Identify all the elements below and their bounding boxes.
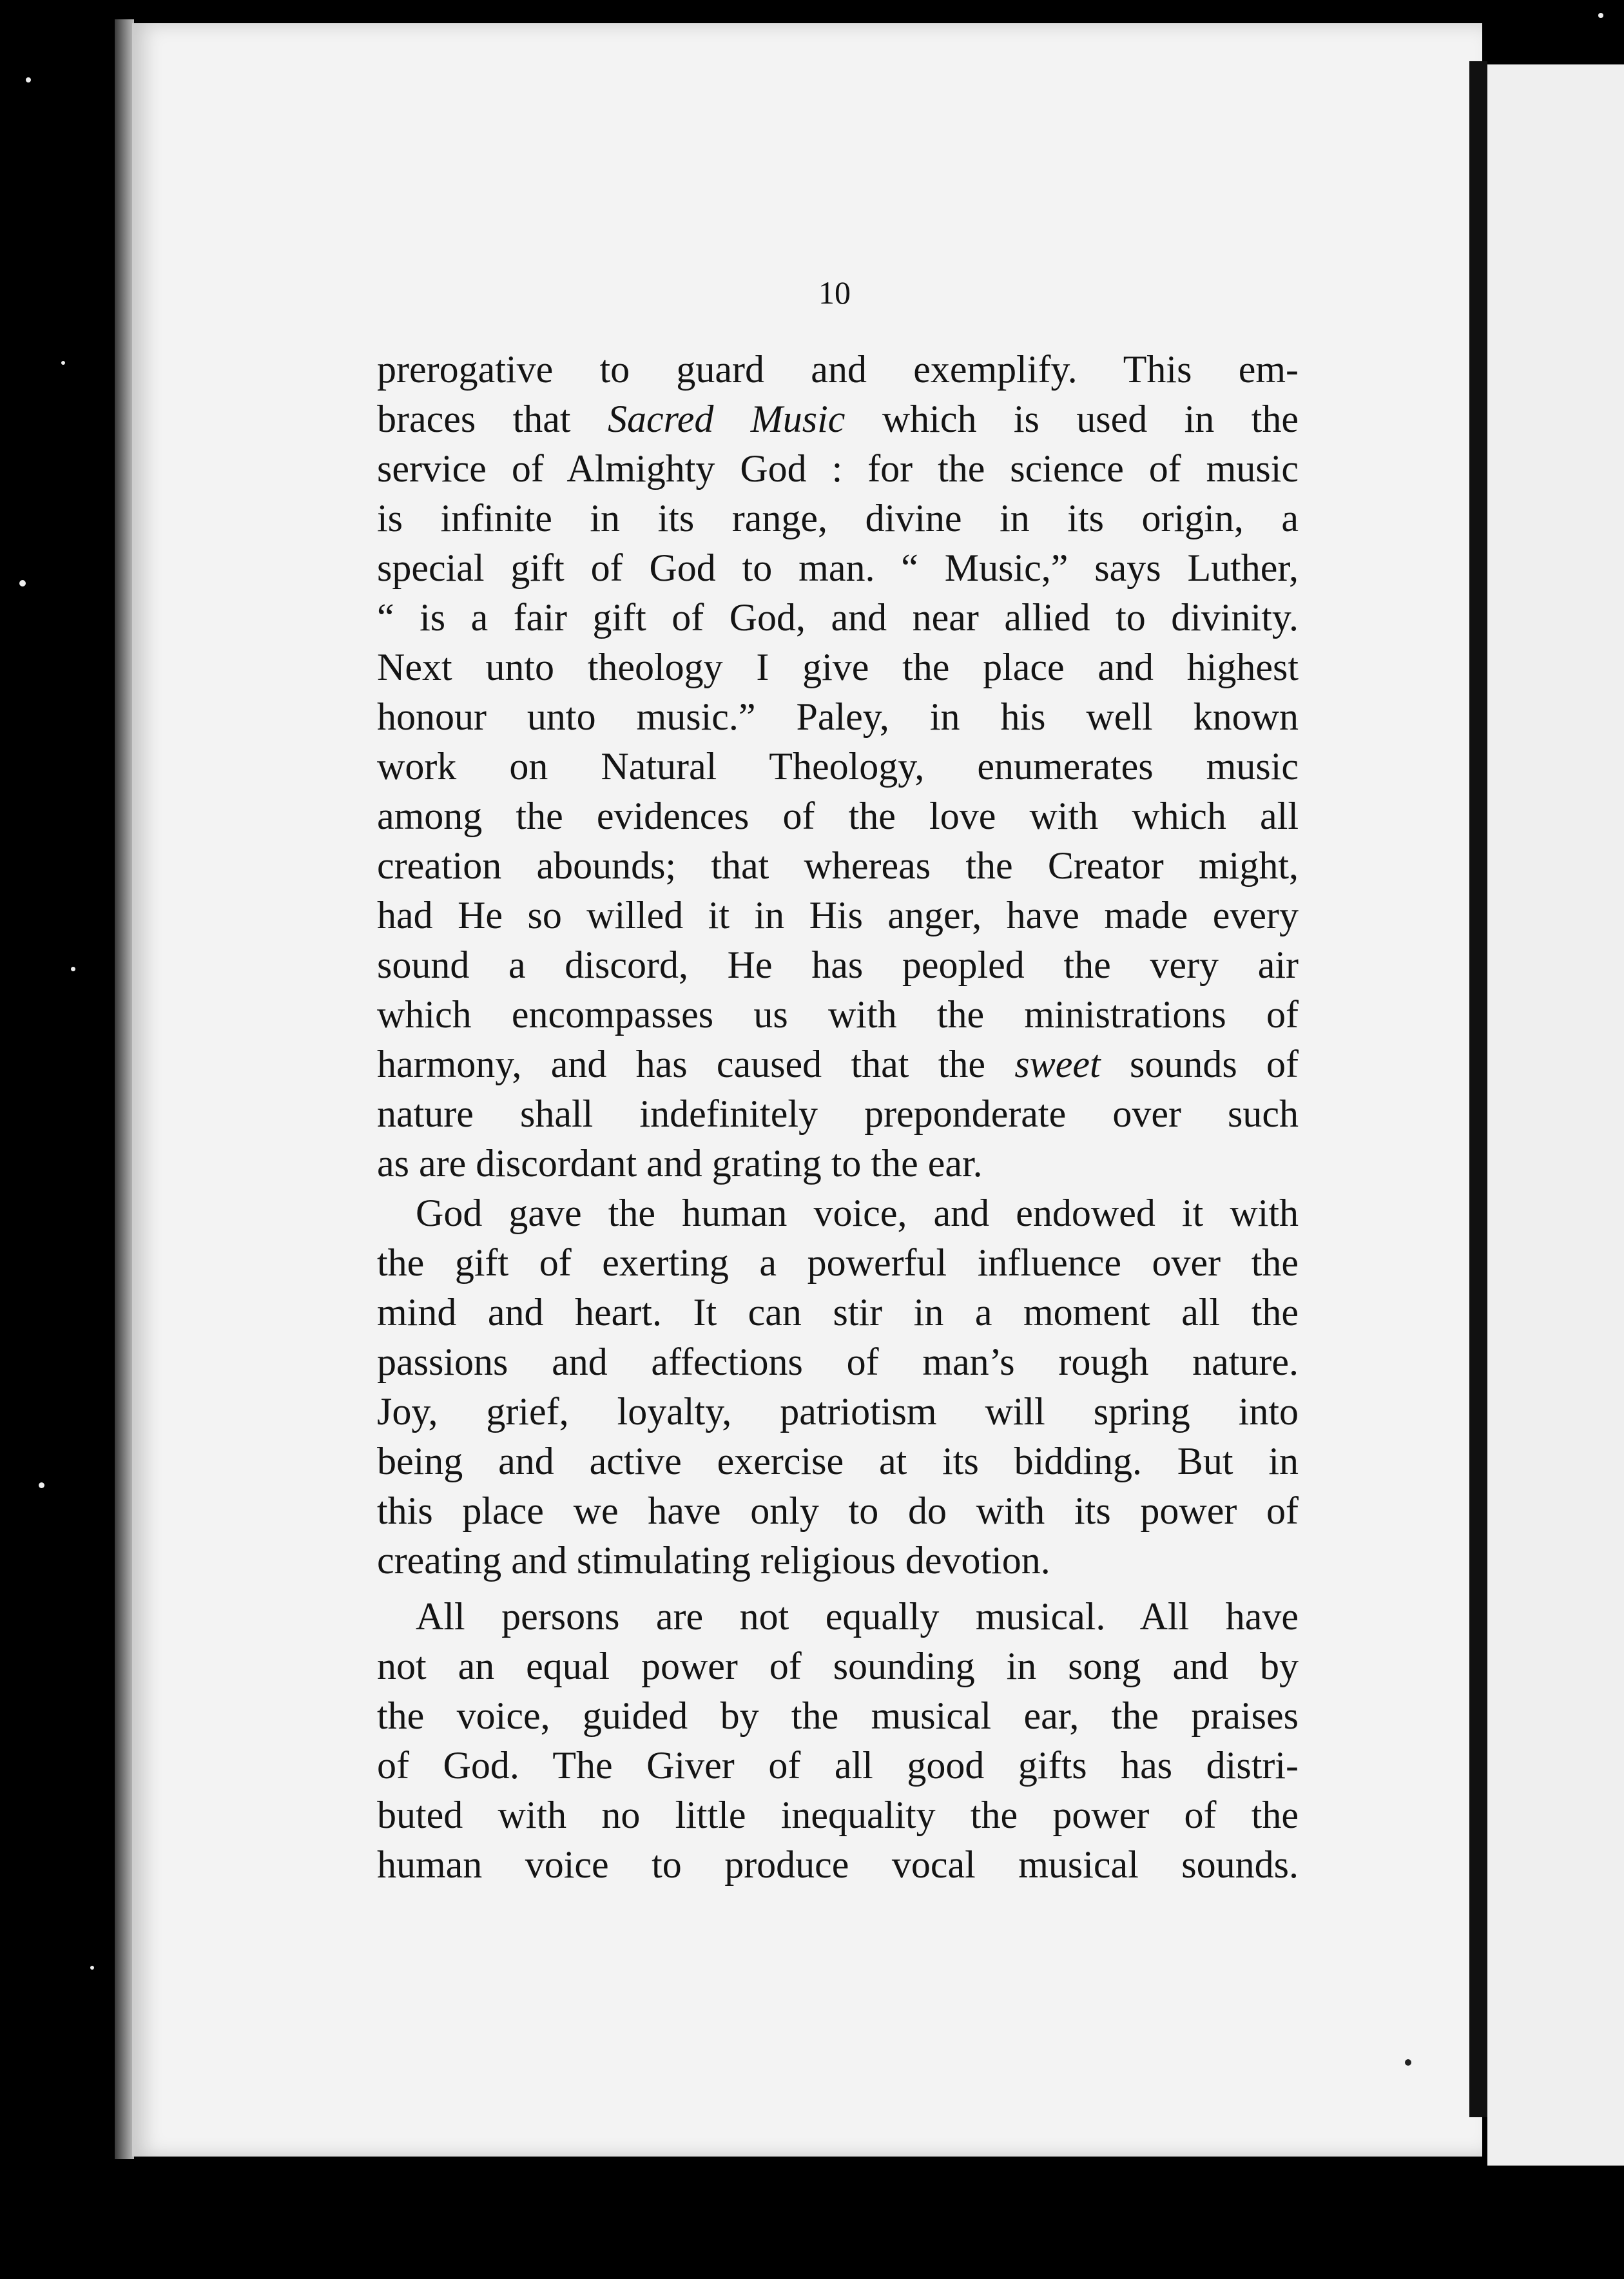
text-line: human voice to produce vocal musical sounds. [377,1843,1299,1886]
text-fragment: which is used in the [845,398,1299,440]
text-line: honour unto music.” Paley, in his well known [377,695,1299,738]
text-line: among the evidences of the love with which all [377,795,1299,837]
text-line: service of Almighty God : for the science of music [377,447,1299,490]
text-fragment: harmony, and has caused that the [377,1043,1015,1085]
italic-phrase: Sacred Music [608,398,846,440]
text-line: which encompasses us with the ministrations of [377,993,1299,1036]
scan-speck [19,580,26,587]
text-line: passions and affections of man’s rough nature. [377,1341,1299,1383]
text-line [377,394,1299,444]
text-line: the gift of exerting a powerful influence over the [377,1241,1299,1284]
text-line: this place we have only to do with its power of [377,1489,1299,1532]
scan-speck [1598,13,1603,18]
facing-page [1487,64,1624,2166]
text-line: the voice, guided by the musical ear, the praises [377,1694,1299,1737]
text-line: special gift of God to man. “ Music,” says Luther, [377,547,1299,589]
scan-speck [61,361,65,365]
text-line: God gave the human voice, and endowed it with [416,1192,1299,1234]
paragraph-3 [377,1592,1299,1890]
paragraph-1 [377,345,1299,1188]
facing-page-edge [1469,61,1487,2117]
text-line: not an equal power of sounding in song and by [377,1645,1299,1687]
text-line [377,1040,1299,1089]
text-line: buted with no little inequality the power of the [377,1794,1299,1836]
ink-dot [1405,2059,1411,2066]
text-fragment: sounds of [1100,1043,1299,1085]
text-line: Next unto theology I give the place and highest [377,646,1299,688]
text-fragment: braces that [377,398,608,440]
text-line: All persons are not equally musical. All have [416,1595,1299,1638]
paragraph-gap [377,1586,1299,1592]
page-number: 10 [818,275,851,311]
text-line: mind and heart. It can stir in a moment all the [377,1291,1299,1333]
text-line: nature shall indefinitely preponderate over such [377,1092,1299,1135]
text-line: as are discordant and grating to the ear. [377,1142,983,1185]
text-line: sound a discord, He has peopled the very air [377,944,1299,986]
text-line: had He so willed it in His anger, have made every [377,894,1299,936]
italic-word: sweet [1014,1043,1101,1085]
text-line: creating and stimulating religious devotion. [377,1539,1050,1582]
scan-speck [90,1966,94,1970]
text-line: of God. The Giver of all good gifts has distri- [377,1744,1299,1787]
text-line: is infinite in its range, divine in its origin, a [377,497,1299,539]
text-line: prerogative to guard and exemplify. This em- [377,348,1299,391]
scan-speck [26,77,31,82]
text-line: being and active exercise at its bidding. But in [377,1440,1299,1482]
scan-speck [71,967,75,971]
scan-speck [39,1482,44,1488]
paragraph-2 [377,1188,1299,1586]
book-binding-shadow [115,19,134,2159]
text-line: work on Natural Theology, enumerates music [377,745,1299,788]
page-text [377,345,1299,1890]
text-line: Joy, grief, loyalty, patriotism will spring into [377,1390,1299,1433]
text-line: creation abounds; that whereas the Creator might, [377,844,1299,887]
text-line: “ is a fair gift of God, and near allied to divinity. [377,596,1299,639]
